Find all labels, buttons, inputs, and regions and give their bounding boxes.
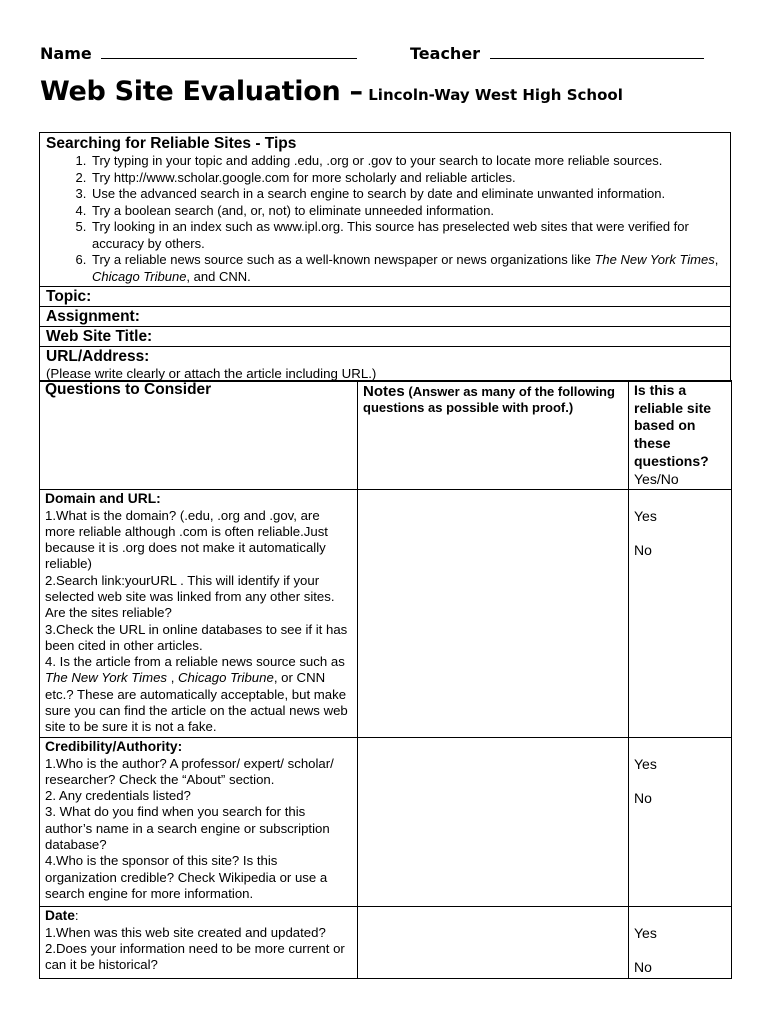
- yes-option[interactable]: Yes: [634, 925, 657, 942]
- credibility-q1: 1.Who is the author? A professor/ expert/ scholar/ researcher? Check the “About” section.: [45, 755, 334, 787]
- name-field: [40, 44, 357, 63]
- site-title-row[interactable]: [40, 326, 730, 346]
- domain-q4-nyt: The New York Times: [45, 670, 168, 686]
- yes-no-label: Yes/No: [634, 470, 679, 487]
- url-note: (Please write clearly or attach the article including URL.): [46, 366, 377, 381]
- table-row: [40, 907, 732, 979]
- questions-header: Questions to Consider: [45, 381, 212, 398]
- table-row: [40, 738, 732, 907]
- name-label: Name: [40, 44, 92, 63]
- no-option[interactable]: No: [634, 541, 652, 558]
- date-questions-cell: [40, 907, 358, 979]
- name-blank-line[interactable]: [101, 44, 357, 59]
- yes-option[interactable]: Yes: [634, 508, 657, 525]
- tip-sep: ,: [714, 252, 719, 267]
- teacher-field: [410, 44, 704, 63]
- title-main: Web Site Evaluation –: [40, 76, 363, 107]
- tip-item: 1. Try typing in your topic and adding .edu, .org or .gov to your search to locate more reliable sources.: [90, 153, 722, 170]
- tips-list: [40, 153, 730, 285]
- tip-item: 5. Try looking in an index such as www.ipl.org. This source has preselected web sites that were verified for accuracy by others.: [90, 219, 722, 252]
- domain-q4-end: , or CNN etc.? These are automatically acceptable, but make sure you can find the article on the actual news web site to be sure it is not a fake.: [45, 670, 348, 735]
- table-header-row: [40, 381, 732, 490]
- domain-q4-ct: Chicago Tribune: [178, 670, 274, 686]
- domain-questions-cell: [40, 490, 358, 738]
- table-row: [40, 490, 732, 738]
- domain-q4: [45, 654, 352, 735]
- reliable-header: Is this a reliable site based on these questions?: [634, 382, 712, 469]
- topic-row[interactable]: [40, 286, 730, 306]
- credibility-answer-cell[interactable]: [629, 738, 732, 907]
- tip-item: [90, 252, 722, 285]
- notes-instructions: (Answer as many of the following questions as possible with proof.): [363, 384, 615, 416]
- date-heading: Date: [45, 908, 75, 924]
- date-notes-cell[interactable]: [358, 907, 629, 979]
- date-answer-cell[interactable]: [629, 907, 732, 979]
- domain-q3: 3.Check the URL in online databases to see if it has been cited in other articles.: [45, 621, 348, 653]
- topic-label: Topic:: [46, 288, 92, 305]
- tip-item: 2. Try http://www.scholar.google.com for more scholarly and reliable articles.: [90, 170, 722, 187]
- domain-answer-cell[interactable]: [629, 490, 732, 738]
- page-title: [40, 76, 623, 107]
- domain-q1: 1.What is the domain? (.edu, .org and .gov, are more reliable although .com is often reliable.Just because it is .org does not make it automatically reliable): [45, 507, 328, 572]
- date-heading-line: [45, 908, 352, 924]
- assignment-row[interactable]: [40, 306, 730, 326]
- tip-nyt: The New York Times: [594, 252, 715, 267]
- domain-q4-text: 4. Is the article from a reliable news source such as: [45, 654, 345, 670]
- tip-chicago-tribune: Chicago Tribune: [92, 268, 187, 284]
- title-school: Lincoln-Way West High School: [368, 86, 623, 104]
- tip-item: 3. Use the advanced search in a search engine to search by date and eliminate unwanted information.: [90, 186, 722, 203]
- credibility-notes-cell[interactable]: [358, 738, 629, 907]
- notes-header-cell: [358, 381, 629, 490]
- tips-section: [39, 132, 731, 382]
- teacher-blank-line[interactable]: [490, 44, 704, 59]
- credibility-q4: 4.Who is the sponsor of this site? Is this organization credible? Check Wikipedia or use a search engine for more information.: [45, 853, 328, 901]
- tip-item-text: Try a reliable news source such as a well-known newspaper or news organizations like: [92, 252, 591, 267]
- evaluation-table: [39, 380, 732, 979]
- teacher-label: Teacher: [410, 44, 481, 63]
- tip-item: 4. Try a boolean search (and, or, not) to eliminate unneeded information.: [90, 203, 722, 220]
- credibility-q2: 2. Any credentials listed?: [45, 788, 191, 804]
- no-option[interactable]: No: [634, 789, 652, 806]
- date-heading-colon: :: [74, 908, 79, 924]
- url-label: URL/Address:: [46, 348, 150, 365]
- no-option[interactable]: No: [634, 958, 652, 975]
- tips-heading: Searching for Reliable Sites - Tips: [46, 135, 297, 152]
- assignment-label: Assignment:: [46, 308, 140, 325]
- domain-notes-cell[interactable]: [358, 490, 629, 738]
- yes-option[interactable]: Yes: [634, 756, 657, 773]
- date-q1: 1.When was this web site created and updated?: [45, 924, 326, 940]
- domain-q4-sep: ,: [167, 670, 179, 686]
- credibility-q3: 3. What do you find when you search for this author’s name in a search engine or subscription database?: [45, 804, 330, 852]
- date-q2: 2.Does your information need to be more current or can it be historical?: [45, 940, 345, 973]
- reliable-header-cell: [629, 381, 732, 490]
- domain-q2: 2.Search link:yourURL . This will identify if your selected web site was linked from any other sites. Are the sites reliable?: [45, 572, 335, 621]
- url-row[interactable]: [40, 346, 730, 381]
- domain-heading: Domain and URL:: [45, 491, 161, 507]
- site-title-label: Web Site Title:: [46, 328, 153, 345]
- questions-header-cell: [40, 381, 358, 490]
- tip-end: , and CNN.: [186, 268, 251, 284]
- credibility-heading: Credibility/Authority:: [45, 739, 183, 755]
- notes-header: Notes: [363, 383, 405, 400]
- credibility-questions-cell: [40, 738, 358, 907]
